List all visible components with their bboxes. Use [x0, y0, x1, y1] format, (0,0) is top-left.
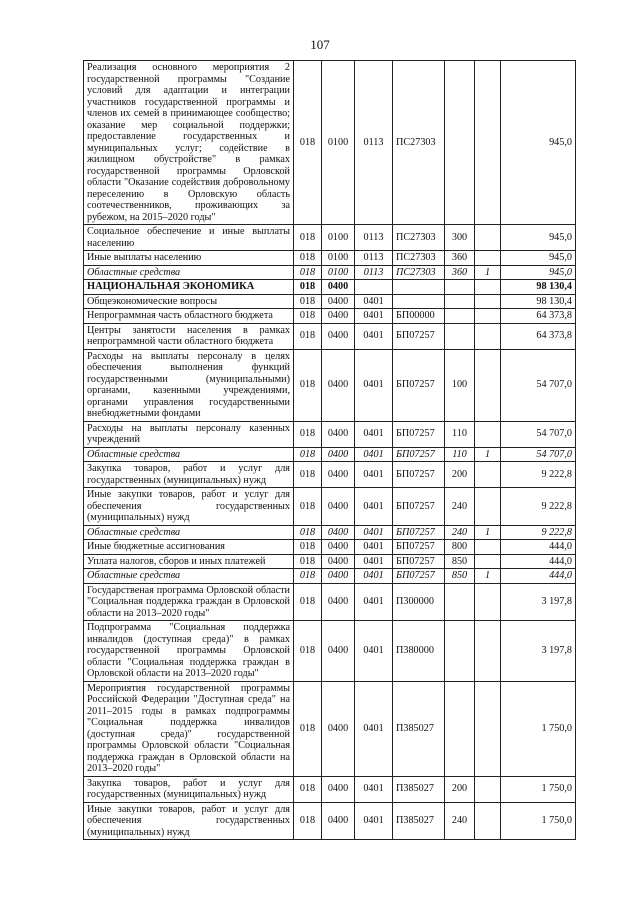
funding-source-code-cell — [475, 621, 501, 682]
amount-cell: 64 373,8 — [501, 309, 576, 324]
target-article-code-cell: БП07257 — [393, 569, 445, 584]
amount-cell: 54 707,0 — [501, 421, 576, 447]
funding-source-code-cell — [475, 421, 501, 447]
section-code-cell: 0400 — [322, 569, 355, 584]
target-article-code-cell: П385027 — [393, 681, 445, 776]
amount-cell: 945,0 — [501, 225, 576, 251]
expense-name-cell: Закупка товаров, работ и услуг для государственных (муниципальных) нужд — [84, 462, 294, 488]
target-article-code-cell: ПС27303 — [393, 251, 445, 266]
subsection-code-cell: 0401 — [355, 540, 393, 555]
table-row — [84, 265, 576, 280]
subsection-code-cell: 0401 — [355, 776, 393, 802]
expense-name-cell: НАЦИОНАЛЬНАЯ ЭКОНОМИКА — [84, 280, 294, 295]
page-number: 107 — [310, 37, 330, 52]
target-article-code-cell: ПС27303 — [393, 61, 445, 225]
subsection-code-cell: 0401 — [355, 294, 393, 309]
expense-name-cell: Областные средства — [84, 447, 294, 462]
subsection-code-cell — [355, 280, 393, 295]
expense-name-cell: Иные закупки товаров, работ и услуг для обеспечения государственных (муниципальных) нужд — [84, 802, 294, 840]
funding-source-code-cell — [475, 61, 501, 225]
expense-type-code-cell — [445, 280, 475, 295]
target-article-code-cell: БП07257 — [393, 540, 445, 555]
target-article-code-cell: БП07257 — [393, 554, 445, 569]
subsection-code-cell: 0401 — [355, 621, 393, 682]
amount-cell: 444,0 — [501, 540, 576, 555]
subsection-code-cell: 0401 — [355, 421, 393, 447]
funding-source-code-cell — [475, 309, 501, 324]
amount-cell: 3 197,8 — [501, 621, 576, 682]
funding-source-code-cell — [475, 681, 501, 776]
section-code-cell: 0400 — [322, 349, 355, 421]
expense-name-cell: Расходы на выплаты персоналу казенных учреждений — [84, 421, 294, 447]
amount-cell: 3 197,8 — [501, 583, 576, 621]
subsection-code-cell: 0401 — [355, 447, 393, 462]
amount-cell: 444,0 — [501, 569, 576, 584]
table-row — [84, 349, 576, 421]
funding-source-code-cell: 1 — [475, 265, 501, 280]
amount-cell: 54 707,0 — [501, 447, 576, 462]
amount-cell: 54 707,0 — [501, 349, 576, 421]
ministry-code-cell: 018 — [294, 265, 322, 280]
expense-type-code-cell — [445, 681, 475, 776]
amount-cell: 9 222,8 — [501, 488, 576, 526]
section-code-cell: 0400 — [322, 802, 355, 840]
ministry-code-cell: 018 — [294, 569, 322, 584]
expense-type-code-cell — [445, 294, 475, 309]
subsection-code-cell: 0113 — [355, 61, 393, 225]
table-body — [84, 61, 576, 840]
section-code-cell: 0400 — [322, 280, 355, 295]
section-code-cell: 0400 — [322, 776, 355, 802]
target-article-code-cell: ПС27303 — [393, 225, 445, 251]
expense-name-cell: Реализация основного мероприятия 2 государственной программы "Создание условий для адаптации и интеграции участников государственной программы и членов их семей в принимающее сообщество; оказание мер социальной поддержки; предоставление государственных и муниципальных услуг; содействие в жилищном обустройстве" в рамках государственной программы Орловской области "Оказание содействия добровольному переселению в Орловскую область соотечественников, проживающих за рубежом, на 2015–2020 годы" — [84, 61, 294, 225]
target-article-code-cell: БП07257 — [393, 488, 445, 526]
expense-name-cell: Иные выплаты населению — [84, 251, 294, 266]
amount-cell: 98 130,4 — [501, 294, 576, 309]
table-row — [84, 583, 576, 621]
expense-name-cell: Иные бюджетные ассигнования — [84, 540, 294, 555]
amount-cell: 9 222,8 — [501, 462, 576, 488]
expense-type-code-cell: 240 — [445, 525, 475, 540]
ministry-code-cell: 018 — [294, 225, 322, 251]
expense-type-code-cell — [445, 621, 475, 682]
expense-type-code-cell: 300 — [445, 225, 475, 251]
amount-cell: 1 750,0 — [501, 776, 576, 802]
funding-source-code-cell — [475, 554, 501, 569]
target-article-code-cell: П300000 — [393, 583, 445, 621]
ministry-code-cell: 018 — [294, 621, 322, 682]
subsection-code-cell: 0401 — [355, 583, 393, 621]
ministry-code-cell: 018 — [294, 280, 322, 295]
expense-name-cell: Расходы на выплаты персоналу в целях обеспечения выполнения функций государственными (муниципальными) органами, казенными учреждениями, органами управления государственными внебюджетными фондами — [84, 349, 294, 421]
subsection-code-cell: 0113 — [355, 225, 393, 251]
expense-type-code-cell: 360 — [445, 251, 475, 266]
funding-source-code-cell — [475, 802, 501, 840]
table-row — [84, 540, 576, 555]
funding-source-code-cell: 1 — [475, 447, 501, 462]
subsection-code-cell: 0401 — [355, 323, 393, 349]
expense-type-code-cell: 240 — [445, 802, 475, 840]
ministry-code-cell: 018 — [294, 802, 322, 840]
subsection-code-cell: 0401 — [355, 309, 393, 324]
section-code-cell: 0400 — [322, 621, 355, 682]
section-code-cell: 0400 — [322, 294, 355, 309]
table-row — [84, 323, 576, 349]
section-code-cell: 0100 — [322, 265, 355, 280]
ministry-code-cell: 018 — [294, 447, 322, 462]
subsection-code-cell: 0401 — [355, 349, 393, 421]
ministry-code-cell: 018 — [294, 421, 322, 447]
table-row — [84, 251, 576, 266]
table-row — [84, 447, 576, 462]
target-article-code-cell: БП07257 — [393, 323, 445, 349]
target-article-code-cell: БП07257 — [393, 421, 445, 447]
ministry-code-cell: 018 — [294, 462, 322, 488]
target-article-code-cell: П380000 — [393, 621, 445, 682]
section-code-cell: 0100 — [322, 251, 355, 266]
funding-source-code-cell — [475, 323, 501, 349]
ministry-code-cell: 018 — [294, 294, 322, 309]
ministry-code-cell: 018 — [294, 554, 322, 569]
section-code-cell: 0400 — [322, 488, 355, 526]
amount-cell: 98 130,4 — [501, 280, 576, 295]
funding-source-code-cell — [475, 488, 501, 526]
expense-name-cell: Государственая программа Орловской области "Социальная поддержка граждан в Орловской области на 2013–2020 годы" — [84, 583, 294, 621]
table-row — [84, 776, 576, 802]
ministry-code-cell: 018 — [294, 349, 322, 421]
expense-name-cell: Иные закупки товаров, работ и услуг для обеспечения государственных (муниципальных) нужд — [84, 488, 294, 526]
ministry-code-cell: 018 — [294, 323, 322, 349]
subsection-code-cell: 0401 — [355, 554, 393, 569]
expense-type-code-cell: 100 — [445, 349, 475, 421]
table-row — [84, 294, 576, 309]
target-article-code-cell: БП07257 — [393, 447, 445, 462]
target-article-code-cell: БП07257 — [393, 349, 445, 421]
subsection-code-cell: 0401 — [355, 569, 393, 584]
target-article-code-cell: БП00000 — [393, 309, 445, 324]
subsection-code-cell: 0401 — [355, 462, 393, 488]
amount-cell: 1 750,0 — [501, 802, 576, 840]
expense-type-code-cell: 850 — [445, 554, 475, 569]
expense-type-code-cell: 200 — [445, 462, 475, 488]
amount-cell: 64 373,8 — [501, 323, 576, 349]
target-article-code-cell: ПС27303 — [393, 265, 445, 280]
amount-cell: 945,0 — [501, 265, 576, 280]
target-article-code-cell: П385027 — [393, 776, 445, 802]
ministry-code-cell: 018 — [294, 61, 322, 225]
ministry-code-cell: 018 — [294, 488, 322, 526]
subsection-code-cell: 0113 — [355, 265, 393, 280]
subsection-code-cell: 0401 — [355, 488, 393, 526]
table-row — [84, 61, 576, 225]
expense-type-code-cell — [445, 61, 475, 225]
subsection-code-cell: 0113 — [355, 251, 393, 266]
amount-cell: 9 222,8 — [501, 525, 576, 540]
funding-source-code-cell — [475, 251, 501, 266]
budget-table — [83, 60, 576, 840]
expense-name-cell: Центры занятости населения в рамках непрограммной части областного бюджета — [84, 323, 294, 349]
expense-name-cell: Областные средства — [84, 569, 294, 584]
expense-name-cell: Подпрограмма "Социальная поддержка инвалидов (доступная среда)" в рамках государственной программы Орловской области "Социальная поддержка граждан в Орловской области на 2013–2020 годы" — [84, 621, 294, 682]
target-article-code-cell: БП07257 — [393, 525, 445, 540]
table-row — [84, 421, 576, 447]
ministry-code-cell: 018 — [294, 776, 322, 802]
amount-cell: 945,0 — [501, 61, 576, 225]
section-code-cell: 0400 — [322, 554, 355, 569]
expense-type-code-cell — [445, 583, 475, 621]
table-row — [84, 569, 576, 584]
funding-source-code-cell — [475, 294, 501, 309]
funding-source-code-cell — [475, 280, 501, 295]
table-row — [84, 621, 576, 682]
funding-source-code-cell — [475, 225, 501, 251]
funding-source-code-cell — [475, 583, 501, 621]
amount-cell: 1 750,0 — [501, 681, 576, 776]
target-article-code-cell: П385027 — [393, 802, 445, 840]
expense-name-cell: Областные средства — [84, 525, 294, 540]
section-code-cell: 0400 — [322, 323, 355, 349]
expense-name-cell: Непрограммная часть областного бюджета — [84, 309, 294, 324]
table-row — [84, 280, 576, 295]
subsection-code-cell: 0401 — [355, 802, 393, 840]
expense-type-code-cell — [445, 309, 475, 324]
ministry-code-cell: 018 — [294, 251, 322, 266]
expense-type-code-cell: 240 — [445, 488, 475, 526]
section-code-cell: 0400 — [322, 525, 355, 540]
expense-type-code-cell: 110 — [445, 447, 475, 462]
funding-source-code-cell — [475, 540, 501, 555]
expense-name-cell: Социальное обеспечение и иные выплаты населению — [84, 225, 294, 251]
expense-name-cell: Закупка товаров, работ и услуг для государственных (муниципальных) нужд — [84, 776, 294, 802]
section-code-cell: 0400 — [322, 309, 355, 324]
subsection-code-cell: 0401 — [355, 681, 393, 776]
section-code-cell: 0100 — [322, 61, 355, 225]
section-code-cell: 0400 — [322, 583, 355, 621]
table-row — [84, 488, 576, 526]
table-row — [84, 554, 576, 569]
table-row — [84, 462, 576, 488]
funding-source-code-cell: 1 — [475, 569, 501, 584]
funding-source-code-cell — [475, 776, 501, 802]
amount-cell: 945,0 — [501, 251, 576, 266]
target-article-code-cell — [393, 294, 445, 309]
funding-source-code-cell: 1 — [475, 525, 501, 540]
expense-type-code-cell: 360 — [445, 265, 475, 280]
target-article-code-cell: БП07257 — [393, 462, 445, 488]
table-row — [84, 681, 576, 776]
table-row — [84, 525, 576, 540]
expense-type-code-cell — [445, 323, 475, 349]
expense-type-code-cell: 850 — [445, 569, 475, 584]
ministry-code-cell: 018 — [294, 525, 322, 540]
section-code-cell: 0400 — [322, 681, 355, 776]
funding-source-code-cell — [475, 462, 501, 488]
ministry-code-cell: 018 — [294, 583, 322, 621]
section-code-cell: 0400 — [322, 540, 355, 555]
expense-name-cell: Уплата налогов, сборов и иных платежей — [84, 554, 294, 569]
expense-name-cell: Областные средства — [84, 265, 294, 280]
subsection-code-cell: 0401 — [355, 525, 393, 540]
expense-name-cell: Общеэкономические вопросы — [84, 294, 294, 309]
ministry-code-cell: 018 — [294, 309, 322, 324]
ministry-code-cell: 018 — [294, 540, 322, 555]
section-code-cell: 0400 — [322, 421, 355, 447]
target-article-code-cell — [393, 280, 445, 295]
table-row — [84, 802, 576, 840]
funding-source-code-cell — [475, 349, 501, 421]
expense-type-code-cell: 110 — [445, 421, 475, 447]
expense-type-code-cell: 200 — [445, 776, 475, 802]
section-code-cell: 0400 — [322, 462, 355, 488]
expense-type-code-cell: 800 — [445, 540, 475, 555]
amount-cell: 444,0 — [501, 554, 576, 569]
section-code-cell: 0400 — [322, 447, 355, 462]
section-code-cell: 0100 — [322, 225, 355, 251]
table-row — [84, 225, 576, 251]
table-row — [84, 309, 576, 324]
expense-name-cell: Мероприятия государственной программы Российской Федерации "Доступная среда" на 2011–2015 годы в рамках подпрограммы "Социальная поддержка инвалидов (доступная среда)" государственной программы Орловской области "Социальная поддержка граждан в Орловской области на 2013–2020 годы" — [84, 681, 294, 776]
ministry-code-cell: 018 — [294, 681, 322, 776]
